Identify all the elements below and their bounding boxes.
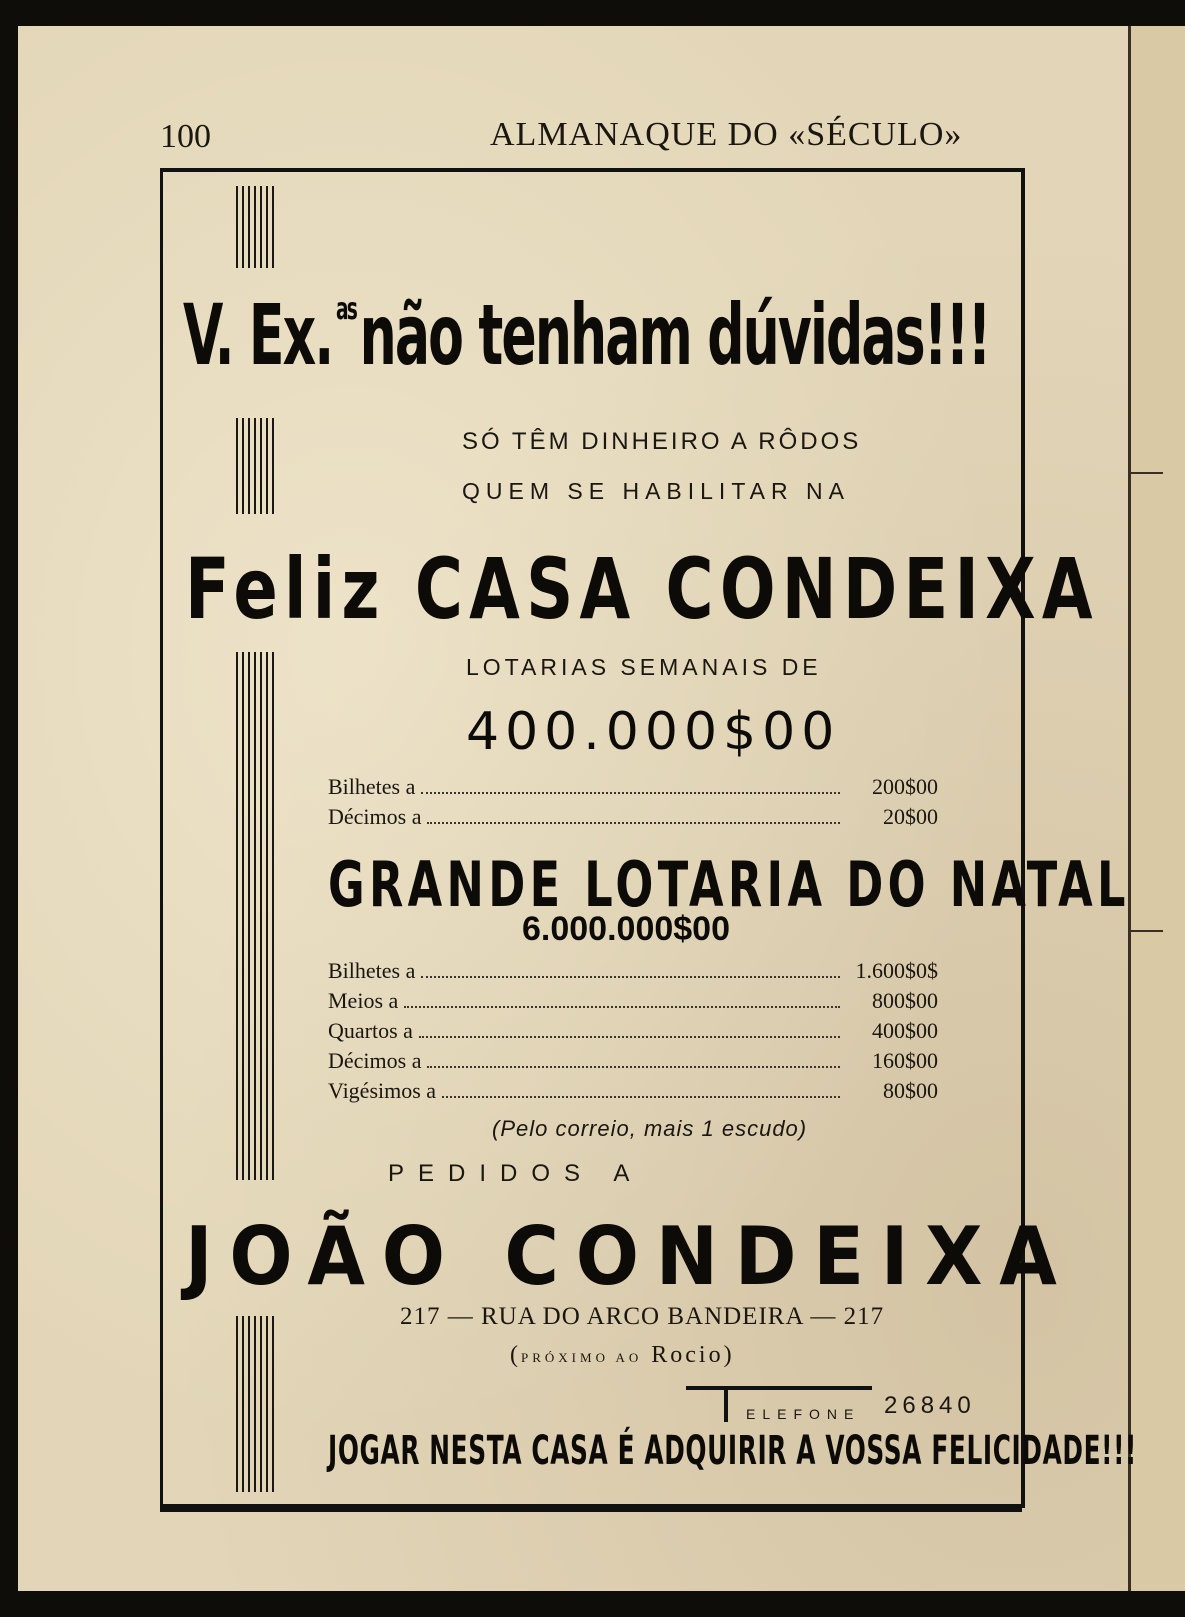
price-value: 200$00: [872, 774, 938, 799]
spine-stitch-mark: [1131, 930, 1163, 932]
weekly-lotteries-label: LOTARIAS SEMANAIS DE: [466, 654, 822, 680]
spine-stitch-mark: [1131, 472, 1163, 474]
postage-note: (Pelo correio, mais 1 escudo): [492, 1116, 808, 1141]
price-label: Vigésimos a: [328, 1078, 437, 1103]
dot-leader: [421, 976, 840, 978]
bottom-rule: [160, 1508, 1022, 1512]
intro-line-2: QUEM SE HABILITAR NA: [462, 478, 850, 504]
price-label: Décimos a: [328, 1048, 422, 1073]
headline-superscript: as: [336, 292, 356, 327]
dot-leader: [442, 1096, 840, 1098]
weekly-prize: 400.000$00: [466, 702, 841, 762]
price-value: 800$00: [872, 988, 938, 1013]
headline-main: não tenham dúvidas!!!: [359, 286, 990, 384]
orders-to-label: PEDIDOS A: [388, 1160, 644, 1187]
price-value: 160$00: [872, 1048, 938, 1073]
running-title: ALMANAQUE DO «SÉCULO»: [490, 116, 963, 153]
price-value: 20$00: [883, 804, 938, 829]
landmark-prefix: PRÓXIMO AO: [521, 1350, 643, 1365]
paren-open: (: [510, 1342, 521, 1368]
price-label: Bilhetes a: [328, 958, 416, 983]
paren-close: ): [723, 1342, 735, 1368]
price-value: 80$00: [883, 1078, 938, 1103]
shop-name: Feliz CASA CONDEIXA: [185, 540, 1099, 638]
dot-leader: [427, 1066, 840, 1068]
ad-headline: [183, 286, 990, 384]
price-row: [328, 774, 938, 804]
telephone-label: ELEFONE: [746, 1406, 861, 1422]
christmas-price-list: [328, 958, 938, 1108]
price-value: 400$00: [872, 1018, 938, 1043]
dot-leader: [427, 822, 840, 824]
landmark-name: Rocio: [651, 1342, 724, 1368]
dot-leader: [421, 792, 840, 794]
vendor-address: 217 — RUA DO ARCO BANDEIRA — 217: [400, 1303, 885, 1330]
decorative-bars: [236, 186, 274, 268]
dot-leader: [404, 1006, 840, 1008]
price-row: [328, 958, 938, 988]
headline-prefix: V. Ex.: [183, 286, 333, 384]
christmas-prize: 6.000.000$00: [522, 910, 730, 948]
decorative-bars: [236, 652, 274, 1180]
price-row: [328, 988, 938, 1018]
decorative-bars: [236, 1316, 274, 1492]
price-row: [328, 1018, 938, 1048]
address-landmark: [510, 1342, 735, 1369]
price-row: [328, 1048, 938, 1078]
telephone-number: 26840: [884, 1392, 976, 1419]
christmas-lottery-title: GRANDE LOTARIA DO NATAL: [328, 848, 1130, 921]
ad-slogan: JOGAR NESTA CASA É ADQUIRIR A VOSSA FELICIDADE!!!: [328, 1428, 1137, 1474]
vendor-name: JOÃO CONDEIXA: [185, 1210, 1074, 1303]
price-label: Bilhetes a: [328, 774, 416, 799]
decorative-bars: [236, 418, 274, 514]
telephone-rule: [686, 1386, 872, 1390]
intro-line-1: SÓ TÊM DINHEIRO A RÔDOS: [462, 428, 862, 455]
price-label: Meios a: [328, 988, 399, 1013]
price-value: 1.600$0$: [855, 958, 938, 983]
book-spine: [1128, 26, 1185, 1591]
price-label: Décimos a: [328, 804, 422, 829]
dot-leader: [419, 1036, 840, 1038]
price-row: [328, 804, 938, 834]
weekly-price-list: [328, 774, 938, 834]
page-number: 100: [160, 118, 211, 155]
price-label: Quartos a: [328, 1018, 413, 1043]
telephone-initial-t: [724, 1388, 728, 1422]
price-row: [328, 1078, 938, 1108]
